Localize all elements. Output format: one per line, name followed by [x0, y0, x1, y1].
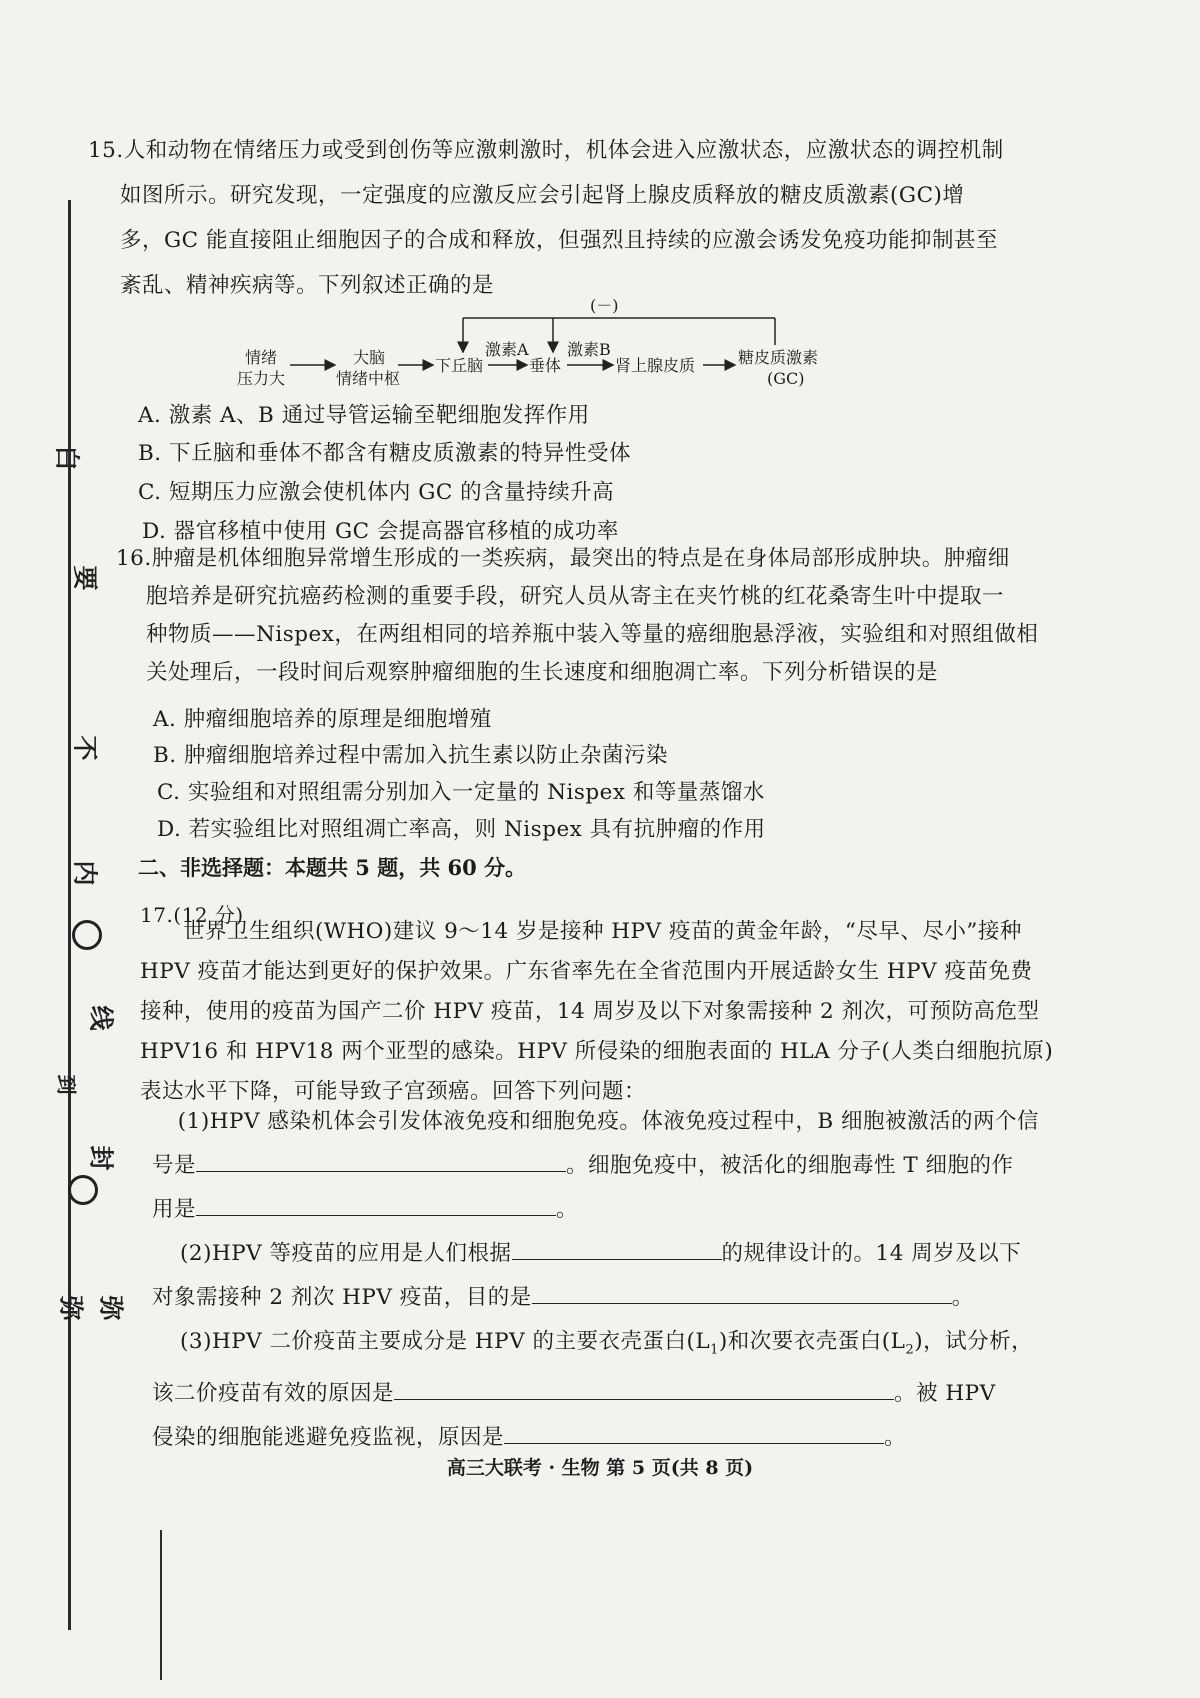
option-a: A. 激素 A、B 通过导管运输至靶细胞发挥作用 [138, 403, 590, 428]
node-emotion: 情绪 [245, 348, 278, 367]
question-text-line: 世界卫生组织(WHO)建议 9～14 岁是接种 HPV 疫苗的黄金年龄，“尽早、尽小”接种 [183, 919, 1022, 944]
option-b: B. 肿瘤细胞培养过程中需加入抗生素以防止杂菌污染 [153, 743, 668, 768]
node-glucocorticoid: 糖皮质激素 [738, 348, 819, 367]
node-pituitary: 垂体 [529, 356, 562, 375]
subquestion-text: 。 [556, 1197, 579, 1222]
hormone-a-label: 激素A [485, 340, 529, 359]
stress-regulation-diagram [235, 290, 855, 400]
subquestion-text: 对象需接种 2 剂次 HPV 疫苗，目的是 [152, 1285, 532, 1310]
question-number: 16. [116, 546, 152, 571]
answer-blank[interactable] [532, 1281, 952, 1304]
answer-blank[interactable] [394, 1377, 894, 1400]
node-glucocorticoid-sub: (GC) [767, 369, 805, 388]
question-17-header: 17.(12 分) [140, 903, 244, 927]
option-d: D. 若实验组比对照组凋亡率高，则 Nispex 具有抗肿瘤的作用 [157, 817, 766, 842]
margin-circle [68, 1175, 98, 1205]
question-text-line: 胞培养是研究抗癌药检测的重要手段，研究人员从寄主在夹竹桃的红花桑寄生叶中提取一 [146, 584, 1005, 609]
margin-char: 弥 [56, 1295, 86, 1321]
margin-char: 线 [86, 1005, 116, 1031]
subquestion-text: 。 [884, 1425, 907, 1451]
question-text-line: HPV 疫苗才能达到更好的保护效果。广东省率先在全省范围内开展适龄女生 HPV 疫苗免费 [140, 959, 1033, 984]
subquestion-text: 该二价疫苗有效的原因是 [152, 1381, 395, 1407]
subquestion-text: 用是 [152, 1197, 197, 1222]
option-c: C. 短期压力应激会使机体内 GC 的含量持续升高 [138, 480, 615, 505]
node-adrenal-cortex: 肾上腺皮质 [615, 356, 696, 375]
binding-line-inner [160, 1530, 162, 1680]
binding-line [68, 200, 71, 1630]
hormone-b-label: 激素B [567, 340, 611, 359]
margin-char: 内 [70, 860, 100, 886]
margin-circle [72, 920, 102, 950]
question-number: 15. [88, 138, 124, 163]
subquestion-3-line [152, 1320, 1092, 1372]
subquestion-text: )和次要衣壳蛋白(L [718, 1329, 906, 1354]
question-15 [88, 128, 1088, 308]
answer-blank[interactable] [504, 1421, 884, 1444]
margin-char: 白 [52, 445, 82, 471]
option-c: C. 实验组和对照组需分别加入一定量的 Nispex 和等量蒸馏水 [157, 780, 765, 805]
subquestion-text: 侵染的细胞能逃避免疫监视，原因是 [152, 1425, 505, 1451]
section-title: 二、非选择题：本题共 5 题，共 60 分。 [138, 855, 527, 880]
option-a: A. 肿瘤细胞培养的原理是细胞增殖 [153, 707, 492, 732]
subquestion-text: 的规律设计的。14 周岁及以下 [721, 1241, 1022, 1266]
subquestion-2-line [152, 1276, 1092, 1320]
node-brain-sub: 情绪中枢 [336, 369, 401, 388]
question-17-subquestions [152, 1100, 1092, 1460]
question-text-line: 人和动物在情绪压力或受到创伤等应激刺激时，机体会进入应激状态，应激状态的调控机制 [123, 138, 1004, 163]
option-b: B. 下丘脑和垂体不都含有糖皮质激素的特异性受体 [138, 441, 631, 466]
subquestion-text: 。 [951, 1285, 974, 1310]
question-17-stem [140, 912, 1085, 1112]
question-text-line: 如图所示。研究发现，一定强度的应激反应会引起肾上腺皮质释放的糖皮质激素(GC)增 [120, 183, 965, 208]
answer-blank[interactable] [196, 1149, 566, 1172]
question-text-line: 种物质——Nispex，在两组相同的培养瓶中装入等量的癌细胞悬浮液，实验组和对照组做相 [146, 622, 1039, 647]
subquestion-3-line [152, 1372, 1092, 1416]
answer-blank[interactable] [196, 1193, 556, 1216]
feedback-label: (－) [590, 296, 619, 315]
subquestion-text: )，试分析， [914, 1329, 1034, 1354]
subquestion-text: 号是 [152, 1153, 197, 1178]
margin-char: 不 [70, 735, 100, 761]
subquestion-text: (2)HPV 等疫苗的应用是人们根据 [180, 1241, 512, 1266]
subquestion-1-line [152, 1188, 1092, 1232]
question-text-line: 关处理后，一段时间后观察肿瘤细胞的生长速度和细胞凋亡率。下列分析错误的是 [146, 660, 939, 685]
question-text-line: 紊乱、精神疾病等。下列叙述正确的是 [120, 273, 495, 298]
margin-char: 封 [86, 1145, 116, 1171]
node-emotion-sub: 压力大 [237, 369, 286, 388]
question-text-line: 多，GC 能直接阻止细胞因子的合成和释放，但强烈且持续的应激会诱发免疫功能抑制甚至 [120, 228, 998, 253]
diagram-arrows [235, 290, 855, 400]
subquestion-1-line [152, 1144, 1092, 1188]
subscript: 2 [905, 1342, 915, 1358]
question-text-line: HPV16 和 HPV18 两个亚型的感染。HPV 所侵染的细胞表面的 HLA 分子(人类白细胞抗原) [140, 1039, 1054, 1064]
page-footer: 高三大联考 · 生物 第 5 页(共 8 页) [446, 1457, 754, 1479]
node-hypothalamus: 下丘脑 [435, 356, 484, 375]
subquestion-1-line: (1)HPV 感染机体会引发体液免疫和细胞免疫。体液免疫过程中，B 细胞被激活的两个信 [177, 1109, 1039, 1134]
question-16 [116, 540, 1096, 692]
subquestion-text: 。被 HPV [894, 1381, 996, 1407]
margin-char: 到 [54, 1074, 79, 1095]
subquestion-text: 。细胞免疫中，被活化的细胞毒性 T 细胞的作 [566, 1153, 1014, 1178]
subquestion-text: (3)HPV 二价疫苗主要成分是 HPV 的主要衣壳蛋白(L [180, 1329, 711, 1354]
option-d: D. 器官移植中使用 GC 会提高器官移植的成功率 [142, 519, 619, 544]
subquestion-2-line [152, 1232, 1092, 1276]
subscript: 1 [710, 1342, 719, 1358]
margin-char: 要 [70, 565, 100, 591]
answer-blank[interactable] [512, 1237, 722, 1260]
question-text-line: 肿瘤是机体细胞异常增生形成的一类疾病，最突出的特点是在身体局部形成肿块。肿瘤细 [151, 546, 1010, 571]
question-text-line: 接种，使用的疫苗为国产二价 HPV 疫苗，14 周岁及以下对象需接种 2 剂次，可预防高危型 [140, 999, 1040, 1024]
question-text-line: 表达水平下降，可能导致子宫颈癌。回答下列问题： [140, 1079, 647, 1104]
node-brain: 大脑 [353, 348, 386, 367]
margin-char: 弥 [96, 1295, 126, 1321]
